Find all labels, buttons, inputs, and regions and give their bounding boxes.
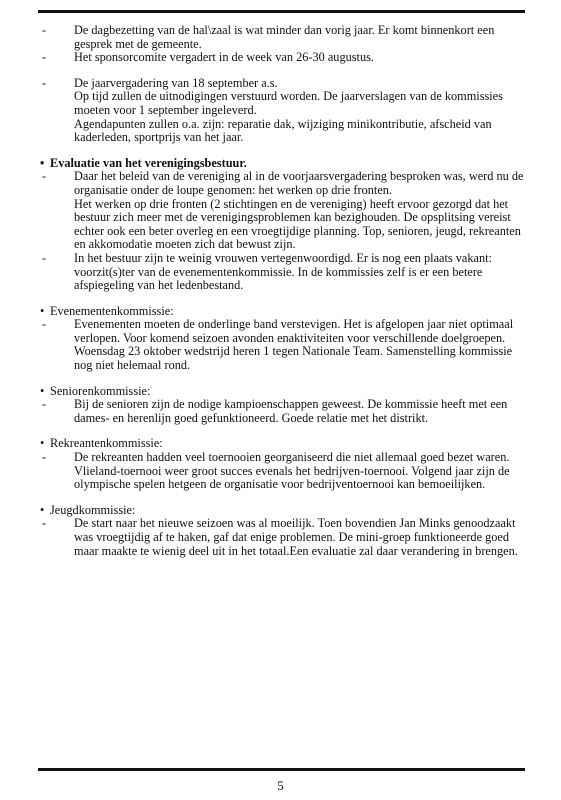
dash-mark: - [42,250,47,265]
bottom-rule [38,768,525,771]
item-text: Het sponsorcomite vergadert in de week van 26-30 augustus. [74,50,374,65]
section-heading [40,437,525,451]
page-number: 5 [277,778,284,793]
item-text: In het bestuur zijn te weinig vrouwen vertegenwoordigd. Er is nog een plaats vakant: voorzit(s)ter van de evenementenkommissie. In de kommissies zelf is er een betere afspiegeling van het ledenbestand. [74,250,492,293]
section-heading [40,504,525,518]
heading-text: Evenementenkommissie: [50,303,174,318]
heading-text: Rekreantenkommissie: [50,436,163,451]
dash-mark: - [42,317,47,332]
list-item [40,170,525,252]
top-rule [38,10,525,13]
item-text: Op tijd zullen de uitnodigingen verstuurd worden. De jaarverslagen van de kommissies moeten voor 1 september ingeleverd. [74,89,503,117]
section-heading [40,305,525,319]
item-text: Evenementen moeten de onderlinge band verstevigen. Het is afgelopen jaar niet optimaal verlopen. Voor komend seizoen avonden enaktiviteiten voor verschillende doelgroepen. Woensdag 23 oktober wedstrijd heren 1 tegen Nationale Team. Samenstelling kommissie nog niet helemaal rond. [74,317,514,373]
bullet-mark: • [40,436,45,451]
item-text: De dagbezetting van de hal\zaal is wat minder dan vorig jaar. Er komt binnenkort een gesprek met de gemeente. [74,23,495,51]
item-text: Agendapunten zullen o.a. zijn: reparatie dak, wijziging minikontributie, afscheid van kaderleden, sportprijs van het jaar. [74,116,492,145]
dash-mark: - [42,450,47,465]
item-text: De start naar het nieuwe seizoen was al moeilijk. Toen bovendien Jan Minks genoodzaakt was vroegtijdig af te haken, gaf dat enige problemen. De mini-groep funktioneerde goed maar maakte te wienig deel uit in het totaal.Een evaluatie zal daar verandering in brengen. [74,516,518,558]
list-item [40,24,525,51]
bullet-mark: • [40,155,45,170]
bullet-mark: • [40,383,45,398]
item-text: De rekreanten hadden veel toernooien georganiseerd die niet allemaal goed bezet waren. Vlieland-toernooi weer groot succes evenals het bedrijven-toernooi. Volgend jaar zijn de olympische spelen hetgeen de organisatie voor bedrijventoernooi kan bemoeilijken. [74,450,510,492]
item-text: Daar het beleid van de vereniging al in de voorjaarsvergadering besproken was, werd nu de organisatie onder de loupe genomen: het werken op drie fronten. [74,169,524,197]
dash-mark: - [42,397,47,412]
list-item [40,77,525,145]
heading-text: Evaluatie van het verenigingsbestuur. [50,155,247,170]
bullet-mark: • [40,303,45,318]
list-item [40,451,525,492]
page-body [40,24,525,558]
list-item [40,517,525,558]
list-item [40,398,525,425]
dash-mark: - [42,75,47,90]
heading-text: Jeugdkommissie: [50,502,136,517]
item-text: Het werken op drie fronten (2 stichtingen en de vereniging) heeft ervoor gezorgd dat het bestuur zich meer met de verenigingsproblemen kan bezighouden. De opsplitsing vereist echter ook een beter overleg en een vroegtijdige planning. Top, senioren, jeugd, rekreanten en akkomodatie moeten zich dat bewust zijn. [74,196,521,252]
heading-text: Seniorenkommissie: [50,383,151,398]
bullet-mark: • [40,502,45,517]
item-text: De jaarvergadering van 18 september a.s. [74,75,278,90]
dash-mark: - [42,23,47,37]
list-item [40,51,525,65]
dash-mark: - [42,169,47,184]
list-item [40,318,525,372]
section-heading [40,157,525,171]
list-item [40,252,525,293]
section-heading [40,385,525,399]
dash-mark: - [42,516,47,531]
item-text: Bij de senioren zijn de nodige kampioenschappen geweest. De kommissie heeft met een dames- en herenlijn goed gefunktioneerd. Goede relatie met het distrikt. [74,397,508,425]
dash-mark: - [42,50,47,65]
